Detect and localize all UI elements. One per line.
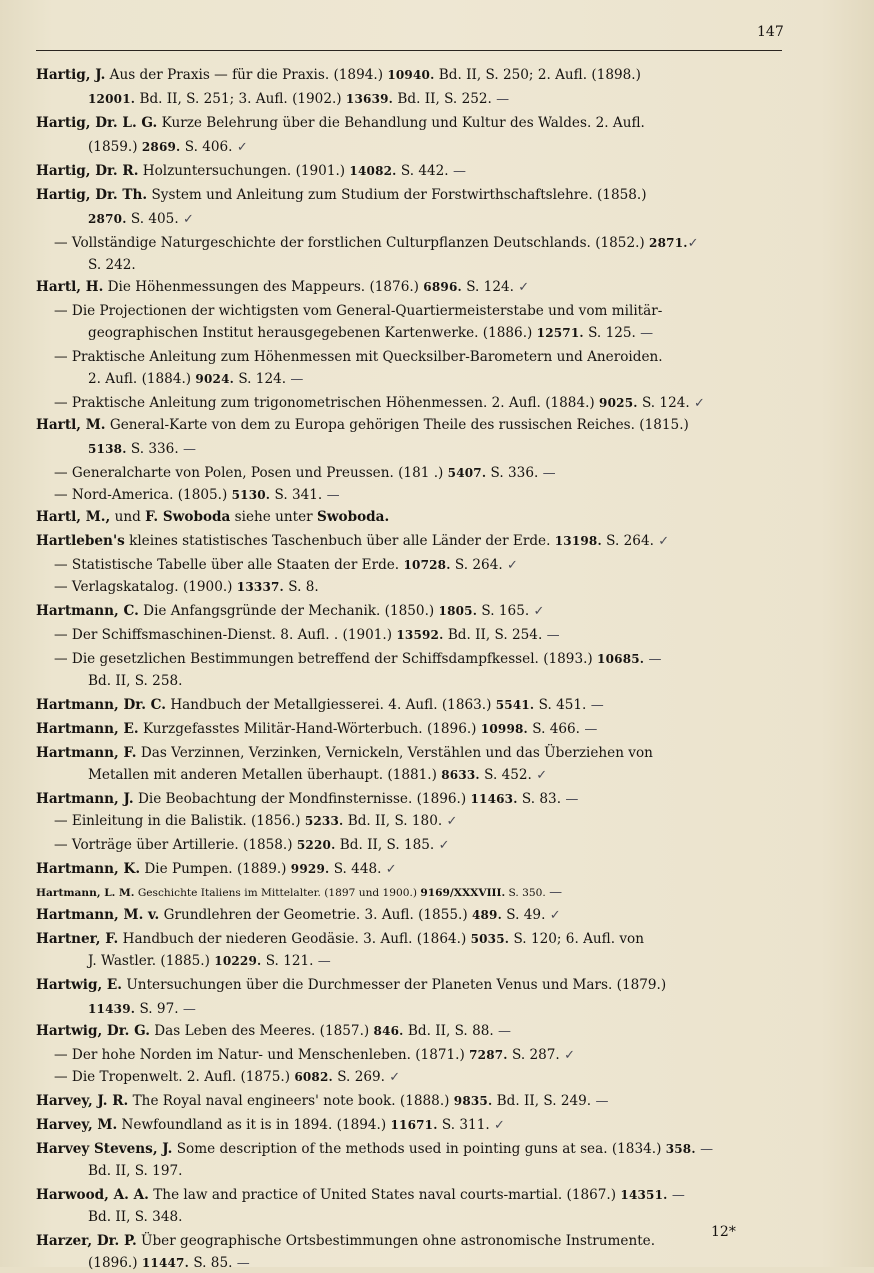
entry-number: 2870. bbox=[88, 212, 127, 226]
entry-text: Grundlehren der Geometrie. 3. Aufl. (1855.) bbox=[159, 907, 472, 923]
entry-text: — Vorträge über Artillerie. (1858.) bbox=[54, 837, 297, 853]
entry-number: 11439. bbox=[88, 1002, 136, 1016]
entry-text: Aus der Praxis — für die Praxis. (1894.) bbox=[105, 67, 388, 83]
entry-line bbox=[36, 162, 466, 181]
entry-line bbox=[36, 696, 604, 715]
entry-text: Kurzgefasstes Militär-Hand-Wörterbuch. (1896.) bbox=[138, 721, 481, 737]
entry-number: 6082. bbox=[294, 1070, 333, 1084]
entry-author: Hartl, M., bbox=[36, 509, 111, 525]
entry-line bbox=[88, 766, 547, 785]
entry-text: — Vollständige Naturgeschichte der forstlichen Culturpflanzen Deutschlands. (1852.) bbox=[54, 235, 650, 251]
entry-number: 12571. bbox=[536, 326, 584, 340]
entry-line bbox=[88, 210, 194, 229]
entry-number: 13639. bbox=[345, 92, 394, 106]
entry-line bbox=[54, 1046, 575, 1065]
entry-line bbox=[36, 1092, 608, 1111]
entry-line bbox=[54, 650, 662, 669]
entry-text: S. 8. bbox=[283, 579, 319, 595]
entry-text: Bd. II, S. 88. bbox=[403, 1023, 499, 1039]
entry-line bbox=[88, 440, 196, 459]
entry-number: 358. bbox=[665, 1142, 696, 1156]
entry-text: (1896.) bbox=[88, 1255, 142, 1271]
entry-text: Some description of the methods used in pointing guns at sea. (1834.) bbox=[172, 1141, 666, 1157]
entry-line bbox=[88, 138, 248, 157]
entry-text: S. 442. bbox=[396, 163, 453, 179]
entry-number: 9835. bbox=[453, 1094, 493, 1108]
entry-text: Die Höhenmessungen des Mappeurs. (1876.) bbox=[103, 279, 424, 295]
entry-text: Holzuntersuchungen. (1901.) bbox=[138, 163, 350, 179]
entry-number: 8633. bbox=[441, 768, 480, 782]
entry-author: Hartwig, Dr. G. bbox=[36, 1023, 150, 1039]
entry-author: Hartig, J. bbox=[36, 67, 106, 83]
entry-text: Bd. II, S. 258. bbox=[88, 673, 183, 689]
entry-author: Hartmann, L. M. bbox=[36, 887, 135, 899]
handwritten-checkmark: — bbox=[590, 698, 604, 713]
entry-text: S. 269. bbox=[332, 1069, 390, 1085]
entry-line bbox=[36, 532, 669, 551]
entry-line bbox=[88, 672, 182, 690]
entry-line bbox=[88, 1208, 182, 1226]
entry-number: 9929. bbox=[290, 862, 330, 876]
entry-text: — Die Projectionen der wichtigsten vom General-Quartiermeisterstabe und vom militär- bbox=[54, 303, 663, 319]
entry-text: — Der Schiffsmaschinen-Dienst. 8. Aufl. . (1901.) bbox=[54, 627, 397, 643]
entry-number: 489. bbox=[471, 908, 502, 922]
entry-author: Hartmann, C. bbox=[36, 603, 139, 619]
handwritten-checkmark: — bbox=[452, 164, 466, 179]
entry-text: und bbox=[110, 509, 146, 525]
entry-line bbox=[36, 66, 641, 84]
entry-line bbox=[36, 976, 666, 994]
entry-text: — Statistische Tabelle über alle Staaten der Erde. bbox=[54, 557, 404, 573]
entry-text: J. Wastler. (1885.) bbox=[88, 953, 215, 969]
entry-line bbox=[88, 952, 331, 971]
handwritten-checkmark: ✓ bbox=[438, 838, 450, 853]
entry-author: Hartmann, M. v. bbox=[36, 907, 160, 923]
handwritten-checkmark: ✓ bbox=[236, 140, 248, 155]
entry-text: Die Pumpen. (1889.) bbox=[140, 861, 291, 877]
handwritten-checkmark: ✓ bbox=[385, 862, 397, 877]
entry-text: S. 165. bbox=[477, 603, 534, 619]
entry-line bbox=[54, 464, 556, 483]
handwritten-checkmark: ✓ bbox=[694, 396, 705, 411]
handwritten-checkmark: ✓ bbox=[389, 1070, 401, 1085]
entry-line bbox=[54, 626, 560, 645]
handwritten-checkmark: ✓ bbox=[446, 814, 458, 829]
entry-text: — Generalcharte von Polen, Posen und Preussen. (181 .) bbox=[54, 465, 448, 481]
handwritten-checkmark: — bbox=[317, 954, 331, 969]
entry-text: S. 85. bbox=[189, 1255, 237, 1271]
entry-line bbox=[36, 930, 644, 948]
page-number: 147 bbox=[757, 24, 784, 40]
entry-number: 5407. bbox=[447, 466, 487, 480]
entry-line bbox=[36, 416, 689, 434]
handwritten-checkmark: — bbox=[290, 372, 304, 387]
entry-number: 1805. bbox=[438, 604, 478, 618]
handwritten-checkmark: — bbox=[496, 92, 510, 107]
entry-line bbox=[36, 1022, 511, 1041]
entry-number: 14082. bbox=[349, 164, 397, 178]
entry-line bbox=[36, 884, 562, 902]
entry-text: — Die gesetzlichen Bestimmungen betreffend der Schiffsdampfkessel. (1893.) bbox=[54, 651, 598, 667]
handwritten-checkmark: ✓ bbox=[518, 280, 530, 295]
entry-line bbox=[88, 324, 653, 343]
entry-text: Handbuch der Metallgiesserei. 4. Aufl. (1863.) bbox=[166, 697, 496, 713]
entry-text: S. 124. bbox=[234, 371, 291, 387]
entry-text: Bd. II, S. 254. bbox=[443, 627, 547, 643]
entry-author: Harzer, Dr. P. bbox=[36, 1233, 137, 1249]
entry-text: S. 83. bbox=[517, 791, 566, 807]
entry-text: S. 405. bbox=[126, 211, 183, 227]
entry-author: Hartner, F. bbox=[36, 931, 119, 947]
entry-text: S. 287. bbox=[507, 1047, 565, 1063]
entry-line bbox=[36, 114, 645, 132]
entry-text: Handbuch der niederen Geodäsie. 3. Aufl. (1864.) bbox=[118, 931, 471, 947]
entry-line bbox=[36, 1232, 655, 1250]
handwritten-checkmark: ✓ bbox=[687, 236, 699, 251]
entry-line bbox=[36, 186, 647, 204]
handwritten-checkmark: ✓ bbox=[182, 212, 194, 227]
entry-text: Metallen mit anderen Metallen überhaupt. (1881.) bbox=[88, 767, 442, 783]
entry-number: 2871. bbox=[649, 236, 688, 250]
entry-text: S. 124. bbox=[461, 279, 519, 295]
entry-author: Hartl, M. bbox=[36, 417, 106, 433]
entry-number: 10998. bbox=[480, 722, 528, 736]
entry-text: S. 336. bbox=[486, 465, 543, 481]
entry-author: Hartmann, K. bbox=[36, 861, 141, 877]
entry-text: Das Verzinnen, Verzinken, Vernickeln, Verstählen und das Überziehen von bbox=[136, 745, 653, 761]
entry-text: S. 97. bbox=[135, 1001, 183, 1017]
entry-author: Hartwig, E. bbox=[36, 977, 123, 993]
entry-line bbox=[54, 556, 518, 575]
entry-text: Bd. II, S. 250; 2. Aufl. (1898.) bbox=[434, 67, 641, 83]
entry-text: — Nord-America. (1805.) bbox=[54, 487, 232, 503]
entry-text: — Einleitung in die Balistik. (1856.) bbox=[54, 813, 305, 829]
entry-line bbox=[36, 744, 653, 762]
entry-line bbox=[36, 602, 544, 621]
handwritten-checkmark: ✓ bbox=[494, 1118, 505, 1133]
entry-text: Bd. II, S. 197. bbox=[88, 1163, 183, 1179]
entry-number: 2869. bbox=[141, 140, 181, 154]
header-rule bbox=[36, 50, 782, 51]
handwritten-checkmark: ✓ bbox=[549, 908, 561, 923]
entry-text: S. 124. bbox=[637, 395, 695, 411]
entry-number: 9025. bbox=[599, 396, 638, 410]
handwritten-checkmark: ✓ bbox=[533, 604, 545, 619]
entry-number: 13198. bbox=[554, 534, 602, 548]
entry-number: 5035. bbox=[470, 932, 510, 946]
entry-text: S. 448. bbox=[329, 861, 386, 877]
entry-author: Harwood, A. A. bbox=[36, 1187, 149, 1203]
entry-author: Hartmann, F. bbox=[36, 745, 137, 761]
entry-line bbox=[54, 302, 662, 320]
entry-line bbox=[54, 836, 449, 855]
entry-text: — Praktische Anleitung zum trigonometrischen Höhenmessen. 2. Aufl. (1884.) bbox=[54, 395, 600, 411]
entry-text: Bd. II, S. 185. bbox=[335, 837, 439, 853]
entry-line bbox=[54, 394, 705, 413]
entry-text: 2. Aufl. (1884.) bbox=[88, 371, 196, 387]
entry-number: 11463. bbox=[470, 792, 518, 806]
handwritten-checkmark: ✓ bbox=[536, 768, 548, 783]
entry-text: S. 121. bbox=[261, 953, 318, 969]
entry-text: kleines statistisches Taschenbuch über alle Länder der Erde. bbox=[124, 533, 555, 549]
entry-number: 10728. bbox=[403, 558, 451, 572]
entry-author: Harvey, M. bbox=[36, 1117, 118, 1133]
entry-line bbox=[36, 720, 597, 739]
signature-mark: 12* bbox=[711, 1224, 736, 1240]
entry-number: 13592. bbox=[396, 628, 444, 642]
entry-text: The Royal naval engineers' note book. (1888.) bbox=[128, 1093, 454, 1109]
entry-number: 5220. bbox=[296, 838, 336, 852]
handwritten-checkmark: — bbox=[182, 1002, 196, 1017]
handwritten-checkmark: — bbox=[565, 792, 579, 807]
entry-text: S. 452. bbox=[479, 767, 537, 783]
entry-author: Swoboda. bbox=[317, 509, 390, 525]
entry-text: — Praktische Anleitung zum Höhenmessen mit Quecksilber-Barometern und Aneroiden. bbox=[54, 349, 663, 365]
entry-author: Hartig, Dr. L. G. bbox=[36, 115, 158, 131]
entry-line bbox=[54, 348, 663, 366]
entry-line bbox=[88, 256, 136, 274]
entry-line bbox=[88, 1000, 196, 1019]
handwritten-checkmark: — bbox=[542, 466, 556, 481]
handwritten-checkmark: ✓ bbox=[507, 558, 518, 573]
entry-text: The law and practice of United States naval courts-martial. (1867.) bbox=[148, 1187, 621, 1203]
entry-text: (1859.) bbox=[88, 139, 142, 155]
entry-line bbox=[36, 860, 397, 879]
entry-text: Geschichte Italiens im Mittelalter. (1897 und 1900.) bbox=[134, 887, 421, 899]
entry-author: Harvey, J. R. bbox=[36, 1093, 129, 1109]
entry-text: Bd. II, S. 249. bbox=[492, 1093, 596, 1109]
entry-author: 9169/XXXVIII. bbox=[420, 887, 506, 899]
entry-number: 7287. bbox=[469, 1048, 508, 1062]
entry-author: Hartig, Dr. Th. bbox=[36, 187, 148, 203]
entry-line bbox=[54, 812, 457, 831]
entry-text: Die Beobachtung der Mondfinsternisse. (1896.) bbox=[133, 791, 471, 807]
handwritten-checkmark: — bbox=[584, 722, 598, 737]
handwritten-checkmark: — bbox=[648, 652, 662, 667]
entry-text: S. 120; 6. Aufl. von bbox=[509, 931, 644, 947]
entry-text: S. 311. bbox=[437, 1117, 494, 1133]
entry-number: 12001. bbox=[88, 92, 136, 106]
entry-line bbox=[54, 578, 319, 596]
entry-text: S. 125. bbox=[583, 325, 641, 341]
handwritten-checkmark: ✓ bbox=[564, 1048, 575, 1063]
entry-line bbox=[36, 1116, 505, 1135]
entry-number: 5233. bbox=[304, 814, 344, 828]
entry-text: Bd. II, S. 251; 3. Aufl. (1902.) bbox=[135, 91, 346, 107]
entry-text: S. 466. bbox=[527, 721, 585, 737]
entry-line bbox=[36, 508, 389, 526]
entry-author: Hartmann, E. bbox=[36, 721, 139, 737]
entry-line bbox=[54, 234, 699, 253]
entry-line bbox=[88, 90, 509, 109]
entry-text: Bd. II, S. 252. bbox=[393, 91, 497, 107]
handwritten-checkmark: — bbox=[498, 1024, 512, 1039]
entry-author: Hartleben's bbox=[36, 533, 125, 549]
entry-text: siehe unter bbox=[230, 509, 317, 525]
entry-line bbox=[54, 486, 340, 505]
entry-text: Die Anfangsgründe der Mechanik. (1850.) bbox=[138, 603, 439, 619]
entry-text: S. 341. bbox=[270, 487, 327, 503]
handwritten-checkmark: — bbox=[182, 442, 196, 457]
entry-author: Hartl, H. bbox=[36, 279, 104, 295]
entry-text: Newfoundland as it is in 1894. (1894.) bbox=[117, 1117, 391, 1133]
entry-author: Hartig, Dr. R. bbox=[36, 163, 139, 179]
entry-text: S. 350. bbox=[505, 887, 550, 899]
entry-text: — Verlagskatalog. (1900.) bbox=[54, 579, 237, 595]
entry-text: S. 451. bbox=[534, 697, 591, 713]
entry-text: Untersuchungen über die Durchmesser der Planeten Venus und Mars. (1879.) bbox=[122, 977, 667, 993]
entry-text: — Der hohe Norden im Natur- und Menschenleben. (1871.) bbox=[54, 1047, 470, 1063]
handwritten-checkmark: — bbox=[700, 1142, 714, 1157]
handwritten-checkmark: — bbox=[640, 326, 654, 341]
entry-number: 10229. bbox=[214, 954, 262, 968]
entry-number: 5541. bbox=[495, 698, 535, 712]
entry-author: Hartmann, J. bbox=[36, 791, 134, 807]
entry-number: 10940. bbox=[387, 68, 435, 82]
entry-number: 11447. bbox=[141, 1256, 189, 1270]
entry-text: S. 49. bbox=[501, 907, 550, 923]
handwritten-checkmark: — bbox=[671, 1188, 685, 1203]
entry-line bbox=[54, 1068, 400, 1087]
handwritten-checkmark: — bbox=[326, 488, 340, 503]
entry-author: F. Swoboda bbox=[145, 509, 231, 525]
entry-text: Über geographische Ortsbestimmungen ohne astronomische Instrumente. bbox=[136, 1233, 656, 1249]
entry-text: Bd. II, S. 180. bbox=[343, 813, 447, 829]
entry-text: geographischen Institut herausgegebenen Kartenwerke. (1886.) bbox=[88, 325, 537, 341]
entry-text: S. 242. bbox=[88, 257, 136, 273]
entry-text: S. 336. bbox=[126, 441, 183, 457]
entry-text: General-Karte von dem zu Europa gehörigen Theile des russischen Reiches. (1815.) bbox=[105, 417, 689, 433]
entry-line bbox=[88, 1162, 182, 1180]
entry-line bbox=[36, 1186, 685, 1205]
entry-number: 9024. bbox=[195, 372, 234, 386]
entry-author: Harvey Stevens, J. bbox=[36, 1141, 173, 1157]
entry-line bbox=[36, 790, 578, 809]
entry-author: Hartmann, Dr. C. bbox=[36, 697, 166, 713]
entry-number: 846. bbox=[373, 1024, 404, 1038]
entry-number: 13337. bbox=[236, 580, 284, 594]
entry-text: Kurze Belehrung über die Behandlung und Kultur des Waldes. 2. Aufl. bbox=[157, 115, 645, 131]
entry-number: 5138. bbox=[88, 442, 127, 456]
entry-text: Bd. II, S. 348. bbox=[88, 1209, 183, 1225]
entry-text: — Die Tropenwelt. 2. Aufl. (1875.) bbox=[54, 1069, 295, 1085]
entry-line bbox=[36, 1140, 713, 1159]
entry-text: Das Leben des Meeres. (1857.) bbox=[149, 1023, 374, 1039]
handwritten-checkmark: — bbox=[549, 885, 563, 900]
entry-number: 14351. bbox=[620, 1188, 668, 1202]
entry-line bbox=[36, 906, 561, 925]
entry-text: S. 264. bbox=[450, 557, 507, 573]
handwritten-checkmark: ✓ bbox=[658, 534, 670, 549]
handwritten-checkmark: — bbox=[236, 1256, 250, 1271]
entry-line bbox=[36, 278, 529, 297]
entry-line bbox=[88, 1254, 250, 1273]
entry-line bbox=[88, 370, 303, 389]
entry-text: S. 264. bbox=[601, 533, 659, 549]
entry-number: 5130. bbox=[231, 488, 271, 502]
entry-number: 10685. bbox=[597, 652, 645, 666]
entry-number: 11671. bbox=[390, 1118, 438, 1132]
entry-number: 6896. bbox=[423, 280, 462, 294]
handwritten-checkmark: — bbox=[595, 1094, 609, 1109]
entry-text: System und Anleitung zum Studium der Forstwirthschaftslehre. (1858.) bbox=[147, 187, 647, 203]
handwritten-checkmark: — bbox=[546, 628, 560, 643]
entry-text: S. 406. bbox=[180, 139, 237, 155]
